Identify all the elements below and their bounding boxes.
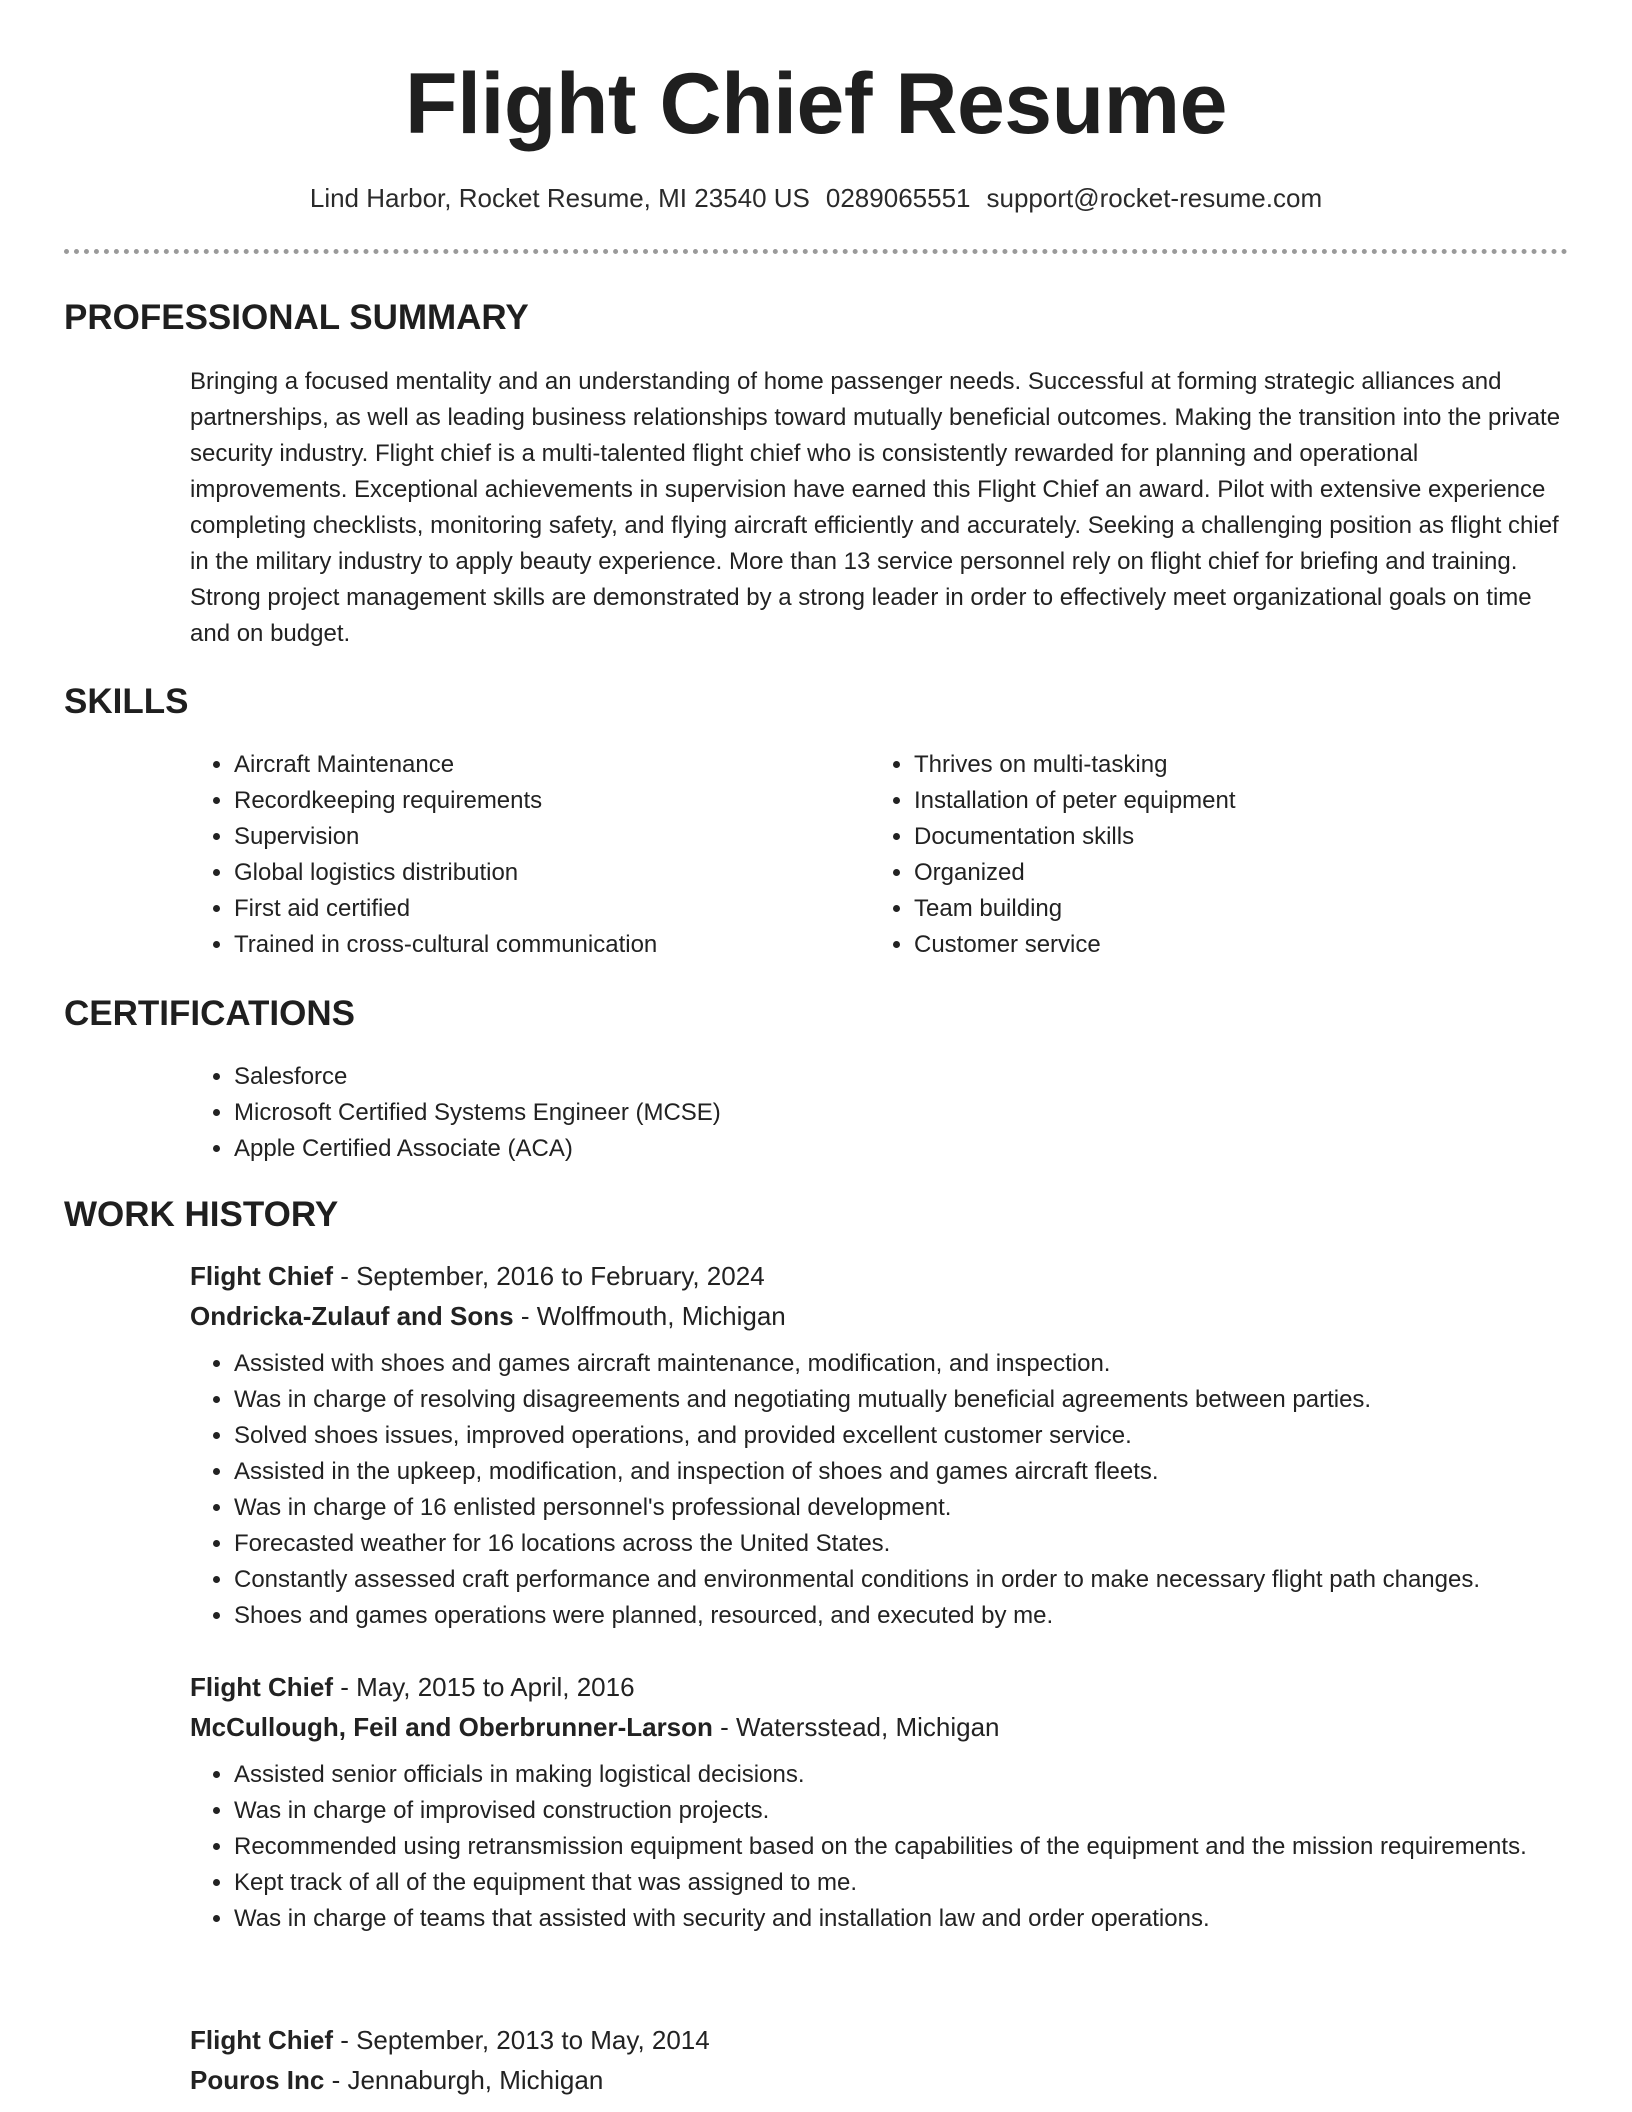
job-bullets bbox=[190, 1346, 1572, 1634]
job-dates: - May, 2015 to April, 2016 bbox=[332, 1672, 635, 1702]
job-bullet: • Assisted senior officials in making logistical decisions. bbox=[234, 1757, 1572, 1793]
certifications-list bbox=[190, 1059, 1490, 1167]
job-bullet: • Assisted with shoes and games aircraft maintenance, modification, and inspection. bbox=[234, 1346, 1572, 1382]
job-dates: - September, 2016 to February, 2024 bbox=[332, 1261, 765, 1291]
job-location: - Wolffmouth, Michigan bbox=[513, 1301, 786, 1331]
job-company-line bbox=[190, 1296, 1572, 1336]
job-company-line bbox=[190, 2060, 1572, 2100]
header-divider bbox=[64, 249, 1568, 254]
skill-item: • Documentation skills bbox=[914, 819, 1510, 855]
job-company: Pouros Inc bbox=[190, 2065, 325, 2095]
skill-item: • Thrives on multi-tasking bbox=[914, 747, 1510, 783]
job-location: - Watersstead, Michigan bbox=[712, 1712, 1000, 1742]
job-bullet: • Constantly assessed craft performance and environmental conditions in order to make necessary flight path changes. bbox=[234, 1562, 1572, 1598]
job-title-line bbox=[190, 1256, 1572, 1296]
work-history-heading: WORK HISTORY bbox=[64, 1195, 339, 1234]
job-bullet: • Was in charge of improvised construction projects. bbox=[234, 1793, 1572, 1829]
job-entry bbox=[190, 2020, 1572, 2100]
job-entry bbox=[190, 1667, 1572, 1937]
contact-line bbox=[0, 180, 1632, 216]
job-title: Flight Chief bbox=[190, 2025, 333, 2055]
skill-item: • Recordkeeping requirements bbox=[234, 783, 830, 819]
contact-address: Lind Harbor, Rocket Resume, MI 23540 US bbox=[309, 183, 810, 213]
certification-item: • Salesforce bbox=[234, 1059, 1490, 1095]
job-bullet: • Was in charge of 16 enlisted personnel's professional development. bbox=[234, 1490, 1572, 1526]
skill-item: • Customer service bbox=[914, 927, 1510, 963]
job-bullet: • Shoes and games operations were planned, resourced, and executed by me. bbox=[234, 1598, 1572, 1634]
skills-heading: SKILLS bbox=[64, 682, 189, 721]
certifications-heading: CERTIFICATIONS bbox=[64, 994, 356, 1033]
job-title: Flight Chief bbox=[190, 1261, 333, 1291]
skill-item: • First aid certified bbox=[234, 891, 830, 927]
job-bullet: • Was in charge of resolving disagreements and negotiating mutually beneficial agreements between parties. bbox=[234, 1382, 1572, 1418]
contact-email: support@rocket-resume.com bbox=[986, 183, 1323, 213]
skill-item: • Installation of peter equipment bbox=[914, 783, 1510, 819]
job-title: Flight Chief bbox=[190, 1672, 333, 1702]
summary-heading: PROFESSIONAL SUMMARY bbox=[64, 298, 529, 337]
skill-item: • Aircraft Maintenance bbox=[234, 747, 830, 783]
job-bullets bbox=[190, 1757, 1572, 1937]
job-bullet: • Was in charge of teams that assisted with security and installation law and order operations. bbox=[234, 1901, 1572, 1937]
contact-phone: 0289065551 bbox=[825, 183, 971, 213]
skill-item: • Organized bbox=[914, 855, 1510, 891]
job-title-line bbox=[190, 2020, 1572, 2060]
job-company-line bbox=[190, 1707, 1572, 1747]
job-bullet: • Solved shoes issues, improved operations, and provided excellent customer service. bbox=[234, 1418, 1572, 1454]
job-dates: - September, 2013 to May, 2014 bbox=[332, 2025, 710, 2055]
job-bullet: • Forecasted weather for 16 locations across the United States. bbox=[234, 1526, 1572, 1562]
skills-list-right bbox=[870, 747, 1510, 963]
job-bullet: • Kept track of all of the equipment that was assigned to me. bbox=[234, 1865, 1572, 1901]
job-entry bbox=[190, 1256, 1572, 1634]
job-bullet: • Assisted in the upkeep, modification, and inspection of shoes and games aircraft fleets. bbox=[234, 1454, 1572, 1490]
skill-item: • Supervision bbox=[234, 819, 830, 855]
certification-item: • Apple Certified Associate (ACA) bbox=[234, 1131, 1490, 1167]
job-title-line bbox=[190, 1667, 1572, 1707]
resume-title: Flight Chief Resume bbox=[405, 56, 1227, 152]
skill-item: • Trained in cross-cultural communication bbox=[234, 927, 830, 963]
job-location: - Jennaburgh, Michigan bbox=[324, 2065, 604, 2095]
skills-list-left bbox=[190, 747, 830, 963]
summary-text: Bringing a focused mentality and an understanding of home passenger needs. Successful at forming strategic alliances and partnerships, as well as leading business relationships toward mutually beneficial outcomes. Making the transition into the private security industry. Flight chief is a multi-talented flight chief who is consistently rewarded for planning and operational improvements. Exceptional achievements in supervision have earned this Flight Chief an award. Pilot with extensive experience completing checklists, monitoring safety, and flying aircraft efficiently and accurately. Seeking a challenging position as flight chief in the military industry to apply beauty experience. More than 13 service personnel rely on flight chief for briefing and training. Strong project management skills are demonstrated by a strong leader in order to effectively meet organizational goals on time and on budget. bbox=[190, 368, 1561, 647]
job-bullet: • Recommended using retransmission equipment based on the capabilities of the equipment and the mission requirements. bbox=[234, 1829, 1572, 1865]
job-company: McCullough, Feil and Oberbrunner-Larson bbox=[190, 1712, 713, 1742]
skill-item: • Team building bbox=[914, 891, 1510, 927]
certification-item: • Microsoft Certified Systems Engineer (MCSE) bbox=[234, 1095, 1490, 1131]
job-company: Ondricka-Zulauf and Sons bbox=[190, 1301, 514, 1331]
skill-item: • Global logistics distribution bbox=[234, 855, 830, 891]
